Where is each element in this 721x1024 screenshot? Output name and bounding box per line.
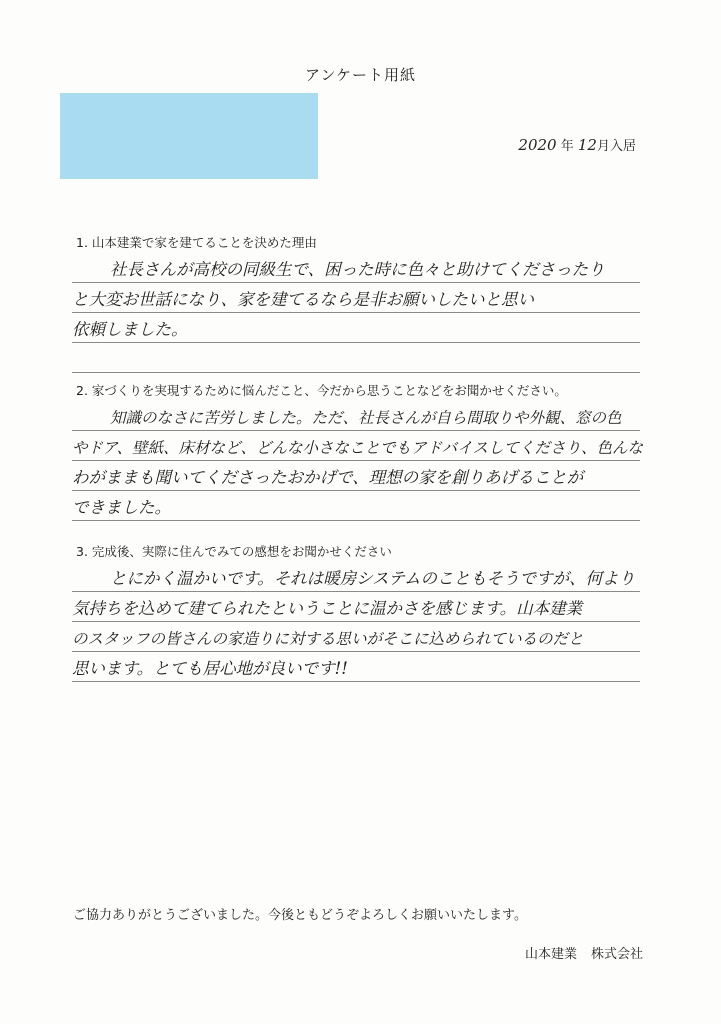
question-text: 山本建業で家を建てることを決めた理由 — [91, 235, 317, 250]
question-section-1 — [72, 233, 642, 373]
answer-line — [72, 592, 640, 622]
answer-line — [72, 652, 640, 682]
question-2-heading — [76, 381, 642, 401]
redacted-name-block — [60, 93, 318, 179]
handwritten-text: 思います。とても居心地が良いです!! — [72, 659, 348, 678]
question-text: 完成後、実際に住んでみての感想をお聞かせください — [91, 544, 392, 559]
handwritten-text: のスタッフの皆さんの家造りに対する思いがそこに込められているのだと — [72, 630, 584, 648]
question-number: 1. — [76, 235, 88, 250]
move-in-month: 12 — [577, 136, 597, 154]
handwritten-text: 依頼しました。 — [72, 320, 188, 339]
answer-lines — [72, 562, 640, 682]
handwritten-text: と大変お世話になり、家を建てるなら是非お願いしたいと思い — [72, 290, 534, 309]
answer-lines — [72, 401, 644, 521]
answer-lines — [72, 253, 640, 373]
handwritten-text: 社長さんが高校の同級生で、困った時に色々と助けてくださったり — [110, 260, 605, 279]
question-number: 3. — [76, 544, 88, 559]
answer-line — [72, 253, 640, 283]
question-3-heading — [76, 542, 642, 562]
answer-line — [72, 461, 640, 491]
question-1-heading — [76, 233, 642, 253]
handwritten-text: できました。 — [72, 498, 171, 517]
answer-line — [72, 313, 640, 343]
handwritten-text: 気持ちを込めて建てられたということに温かさを感じます。山本建業 — [72, 599, 583, 618]
handwritten-text: とにかく温かいです。それは暖房システムのこともそうですが、何より — [110, 569, 636, 588]
answer-line — [72, 283, 640, 313]
handwritten-text: やドア、壁紙、床材など、どんな小さなことでもアドバイスしてくださり、色んな — [72, 439, 644, 457]
company-type: 株式会社 — [590, 947, 643, 962]
company-name: 山本建業 — [524, 947, 577, 962]
handwritten-text: 知識のなさに苦労しました。ただ、社長さんが自ら間取りや外観、窓の色 — [110, 409, 622, 427]
handwritten-text: わがままも聞いてくださったおかげで、理想の家を創りあげることが — [72, 468, 584, 487]
footer-thanks: ご協力ありがとうございました。今後ともどうぞよろしくお願いいたします。 — [73, 908, 527, 923]
question-section-2 — [72, 381, 642, 521]
question-number: 2. — [76, 383, 88, 398]
answer-line — [72, 562, 640, 592]
answer-line — [72, 343, 640, 373]
move-in-year-suffix: 年 — [560, 139, 574, 154]
move-in-year: 2020 — [518, 136, 557, 154]
question-text: 家づくりを実現するために悩んだこと、今だから思うことなどをお聞かせください。 — [91, 383, 567, 398]
move-in-date — [518, 135, 636, 154]
answer-line — [72, 431, 644, 461]
move-in-month-suffix: 月入居 — [596, 139, 636, 154]
answer-line — [72, 491, 640, 521]
answer-line — [72, 622, 640, 652]
answer-line — [72, 401, 640, 431]
company-signature — [525, 943, 643, 962]
question-section-3 — [72, 542, 642, 682]
document-title: アンケート用紙 — [304, 66, 417, 84]
